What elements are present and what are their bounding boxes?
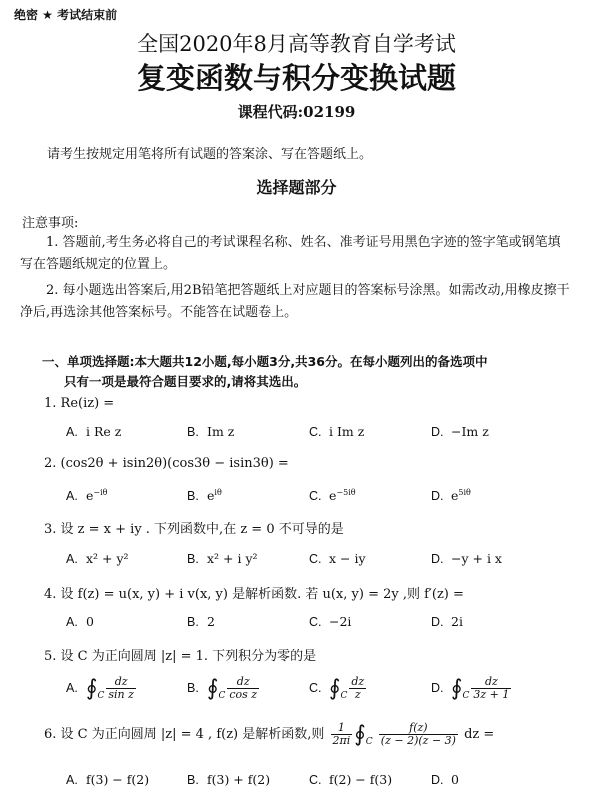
q2-option-c: C. $e^{-5i\theta}$ bbox=[309, 488, 356, 504]
q6-option-b: B. f(3) + f(2) bbox=[187, 772, 271, 787]
q6-option-a: A. f(3) − f(2) bbox=[66, 772, 150, 787]
q3-option-b: B. x² + i y² bbox=[187, 551, 258, 566]
note-item-1: 1. 答题前,考生务必将自己的考试课程名称、姓名、准考证号用黑色字迹的签字笔或钢笔填写在答题纸规定的位置上。 bbox=[20, 235, 561, 272]
q1-option-c: C. i Im z bbox=[309, 424, 365, 439]
question-4-stem: 4. 设 f(z) = u(x, y) + i v(x, y) 是解析函数. 若 u(x, y) = 2y ,则 f′(z) = bbox=[44, 587, 464, 602]
part1-heading-line1: 一、单项选择题:本大题共12小题,每小题3分,共36分。在每小题列出的备选项中 bbox=[42, 354, 488, 369]
q2-option-d: D. $e^{5i\theta}$ bbox=[431, 488, 471, 504]
question-3-stem: 3. 设 z = x + iy . 下列函数中,在 z = 0 不可导的是 bbox=[44, 522, 344, 537]
answer-instruction: 请考生按规定用笔将所有试题的答案涂、写在答题纸上。 bbox=[47, 147, 373, 162]
q4-option-a: A. 0 bbox=[66, 614, 94, 629]
question-5-stem: 5. 设 C 为正向圆周 |z| = 1. 下列积分为零的是 bbox=[44, 649, 317, 664]
q3-option-d: D. −y + i x bbox=[431, 551, 502, 566]
section-title: 选择题部分 bbox=[256, 178, 337, 197]
q1-option-d: D. −Im z bbox=[431, 424, 489, 439]
confidential-label: 绝密 ★ 考试结束前 bbox=[14, 8, 118, 22]
q4-option-d: D. 2i bbox=[431, 614, 463, 629]
q5-option-c: C. $∮_C$ $\frac{dz}{z}$ bbox=[309, 675, 365, 701]
q3-option-a: A. x² + y² bbox=[66, 551, 129, 566]
contour-integral-icon: ∮ bbox=[86, 676, 98, 701]
q4-option-b: B. 2 bbox=[187, 614, 215, 629]
question-2-stem: 2. (cos2θ + isin2θ)(cos3θ − isin3θ) = bbox=[44, 456, 289, 471]
q2-option-a: A. $e^{-i\theta}$ bbox=[66, 488, 108, 504]
part1-heading bbox=[42, 352, 488, 392]
contour-integral-icon: ∮ bbox=[354, 722, 366, 747]
q6-option-c: C. f(2) − f(3) bbox=[309, 772, 393, 787]
question-1-stem: 1. Re(iz) = bbox=[44, 396, 115, 411]
contour-integral-icon: ∮ bbox=[207, 676, 219, 701]
subject-title: 复变函数与积分变换试题 bbox=[136, 61, 456, 95]
contour-integral-icon: ∮ bbox=[451, 676, 463, 701]
notes-title: 注意事项: bbox=[22, 216, 79, 231]
q5-option-a: A. $∮_C$ $\frac{dz}{\text{sin z}}$ bbox=[66, 675, 134, 701]
q4-option-c: C. −2i bbox=[309, 614, 352, 629]
q3-option-c: C. x − iy bbox=[309, 551, 366, 566]
q1-option-b: B. Im z bbox=[187, 424, 235, 439]
course-code: 课程代码:02199 bbox=[237, 103, 356, 121]
part1-heading-line2: 只有一项是最符合题目要求的,请将其选出。 bbox=[64, 374, 307, 389]
question-6-stem: 6. 设 C 为正向圆周 |z| = 4 , f(z) 是解析函数,则 $\frac{1}{2\pi i}$ $∮_C$ $\frac{f(z)}{(z - 2)(z - 3)}$ dz = bbox=[44, 721, 495, 747]
q6-option-d: D. 0 bbox=[431, 772, 459, 787]
q5-option-b: B. $∮_C$ $\frac{dz}{\text{cos z}}$ bbox=[187, 675, 258, 701]
note-item-2: 2. 每小题选出答案后,用2B铅笔把答题纸上对应题目的答案标号涂黑。如需改动,用橡皮擦干净后,再选涂其他答案标号。不能答在试题卷上。 bbox=[20, 283, 570, 320]
q1-option-a: A. i Re z bbox=[66, 424, 122, 439]
contour-integral-icon: ∮ bbox=[329, 676, 341, 701]
q5-option-d: D. $∮_C$ $\frac{dz}{3z + 1}$ bbox=[431, 675, 510, 701]
exam-title: 全国2020年8月高等教育自学考试 bbox=[137, 32, 456, 56]
q2-option-b: B. $e^{i\theta}$ bbox=[187, 488, 222, 504]
